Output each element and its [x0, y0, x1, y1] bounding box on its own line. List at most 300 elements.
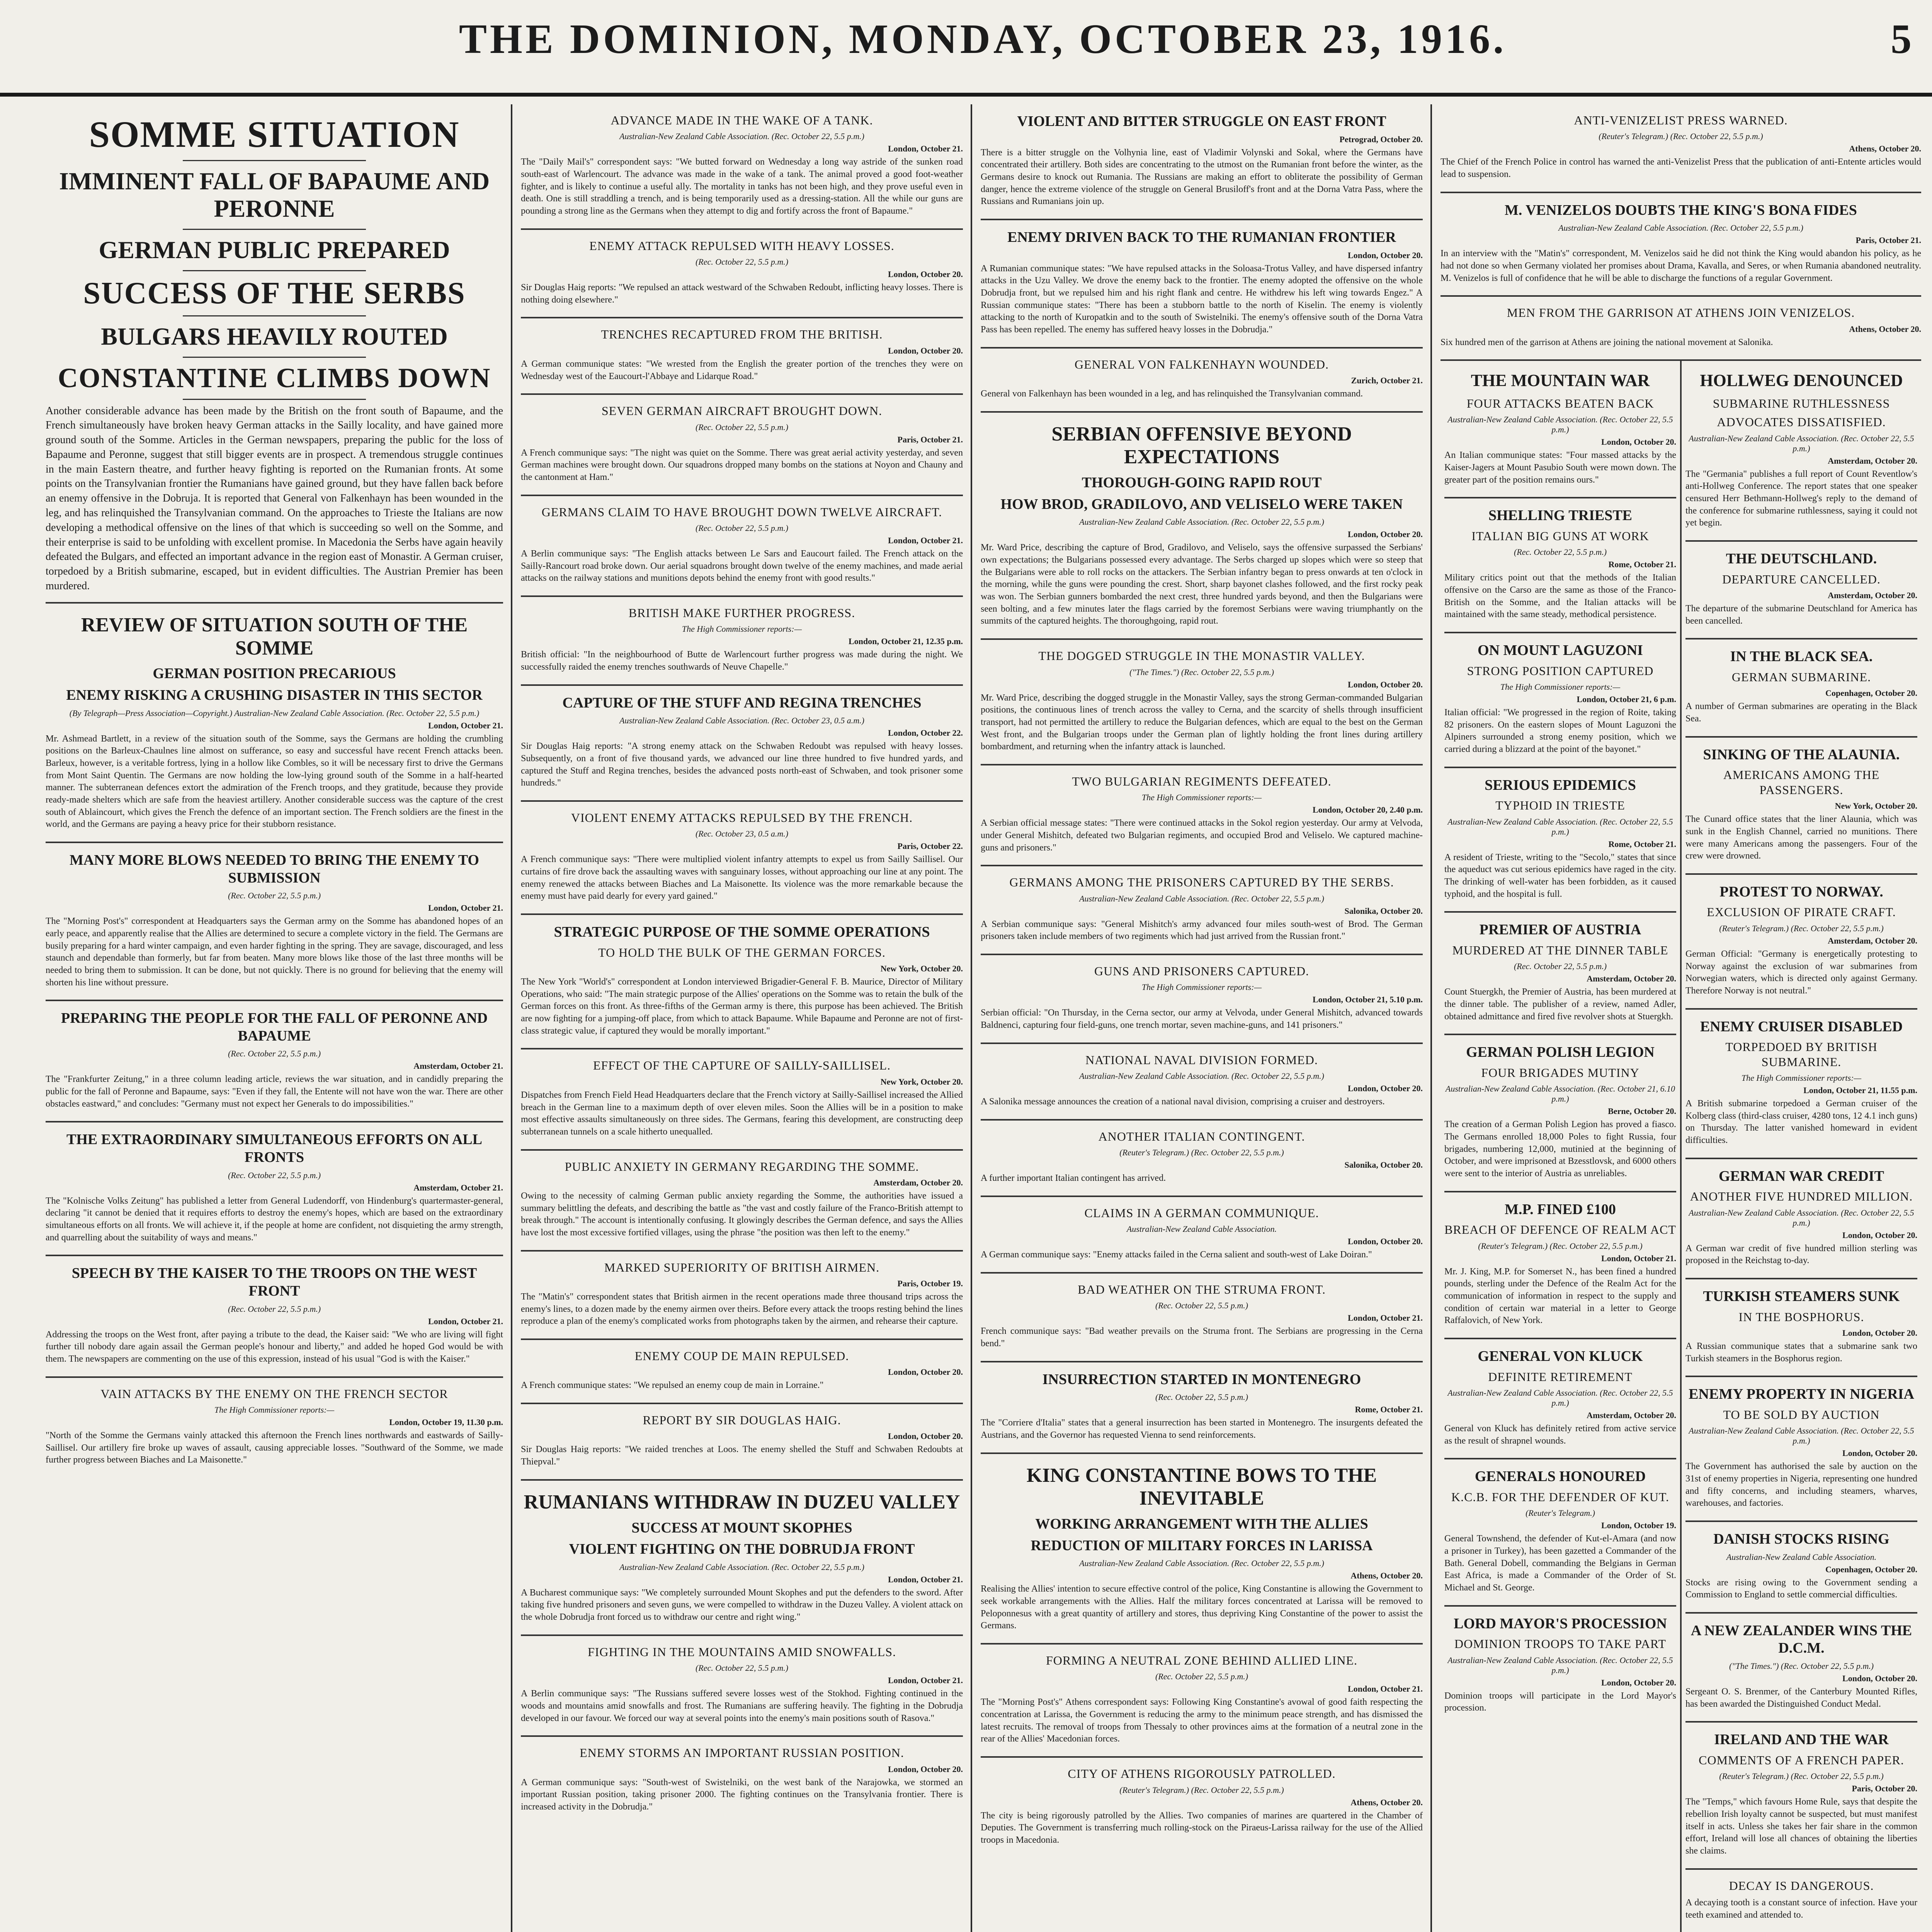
article-credit: (Rec. October 22, 5.5 p.m.) [1514, 547, 1607, 557]
article-dateline: New York, October 20. [1835, 801, 1917, 811]
article-credit: Australian-New Zealand Cable Association. (Rec. October 22, 5.5 p.m.) [1447, 1388, 1673, 1408]
article-dateline: London, October 21. [888, 144, 963, 154]
article-body: A Berlin communique says: "The Russians suffered severe losses west of the Stokhod. Fighting continued in the woods and mountains amid snowfalls and frost. The Rumanians are suffering heavily. The fighting in the Dobrudja developed in our favour. We forced our way at several points into the enemy's main positions south of Rasova." [521, 1689, 963, 1723]
article-headline: GUNS AND PRISONERS CAPTURED. [1094, 964, 1310, 978]
article-body: Dominion troops will participate in the Lord Mayor's procession. [1444, 1690, 1676, 1713]
article-dateline: London, October 21. [428, 903, 503, 913]
article [1685, 361, 1917, 542]
article-credit: Australian-New Zealand Cable Association. (Rec. October 22, 5.5 p.m.) [1079, 1558, 1324, 1568]
article-king [981, 1454, 1423, 1645]
article-headline: BAD WEATHER ON THE STRUMA FRONT. [1078, 1282, 1326, 1296]
article-headline: SPEECH BY THE KAISER TO THE TROOPS ON THE WEST FRONT [71, 1265, 477, 1299]
article [981, 1645, 1423, 1758]
article-headline: ENEMY DRIVEN BACK TO THE RUMANIAN FRONTIER [1007, 229, 1396, 245]
article-dateline: London, October 20, 2.40 p.m. [1312, 805, 1423, 815]
article-dateline: London, October 20. [1842, 1328, 1917, 1338]
article-subheadline: THOROUGH-GOING RAPID ROUT [1082, 474, 1322, 491]
column-rule [511, 104, 512, 1932]
article [1685, 1010, 1917, 1159]
article-dateline: Petrograd, October 20. [1339, 134, 1423, 144]
article-credit: (Reuter's Telegram.) [1526, 1508, 1595, 1518]
article-headline: SERIOUS EPIDEMICS [1485, 777, 1636, 793]
article-headline: GERMANS AMONG THE PRISONERS CAPTURED BY THE SERBS. [1009, 875, 1394, 889]
article [521, 597, 963, 686]
article-subheadline: STRONG POSITION CAPTURED [1467, 663, 1654, 678]
article-headline: SEVEN GERMAN AIRCRAFT BROUGHT DOWN. [601, 404, 883, 418]
article [981, 104, 1423, 220]
article-credit: Australian-New Zealand Cable Association. (Rec. October 22, 5.5 p.m.) [1079, 1071, 1324, 1081]
article-body: A number of German submarines are operating in the Black Sea. [1685, 701, 1917, 724]
article-subheadline: REDUCTION OF MILITARY FORCES IN LARISSA [1031, 1537, 1373, 1554]
lead-subheadline: SUCCESS OF THE SERBS [83, 276, 466, 310]
article-dateline: Amsterdam, October 21. [413, 1182, 503, 1192]
article-subheadline: WORKING ARRANGEMENT WITH THE ALLIES [1035, 1516, 1368, 1532]
article-credit: (Reuter's Telegram.) (Rec. October 22, 5.5 p.m.) [1719, 923, 1884, 933]
advertisement-headline: DECAY IS DANGEROUS. [1729, 1878, 1874, 1893]
article-subheadline: ITALIAN BIG GUNS AT WORK [1471, 529, 1649, 543]
article-credit: The High Commissioner reports:— [214, 1405, 335, 1415]
masthead [0, 0, 1932, 97]
lead-summary: Another considerable advance has been made by the British on the front south of Bapaume, and the French simultaneously have broken heavy German attacks in the Sailly locality, and have gained more ground south of the Somme. Articles in the German newspapers, preparing the public for the loss of Bapaume and Peronne, suggest that still bigger events are in prospect. A tremendous struggle continues in the main Eastern theatre, and further heavy fighting is reported on the Rumanian fronts. At some points on the Transylvanian frontier the Rumanians have gained ground, but they have fallen back before an enemy offensive in the Dobruja. It is reported that General von Falkenhayn has been wounded in the leg, and has relinquished the Transylvanian command. On the approaches to Trieste the Italians are now developing a methodical offensive on the lines of that which is succeeding so well on the Somme, and their enterprise is said to be unfolding with excellent promise. In Macedonia the Serbs have again heavily defeated the Bulgars, and effected an important advance in the region east of Monastir. A German cruiser, torpedoed by a British submarine, escaped, but in evident difficulties. The Austrian Premier has been murdered. [46, 405, 503, 592]
article-dateline: Athens, October 20. [1849, 144, 1921, 154]
article-body: French communique says: "Bad weather prevails on the Struma front. The Serbians are progressing in the Cerna bend." [981, 1326, 1423, 1349]
article-headline: ENEMY CRUISER DISABLED [1700, 1018, 1903, 1035]
article-headline: THE EXTRAORDINARY SIMULTANEOUS EFFORTS ON ALL FRONTS [66, 1131, 482, 1166]
article-dateline: London, October 21. [428, 720, 503, 730]
article-credit: Australian-New Zealand Cable Association. (Rec. October 21, 6.10 p.m.) [1445, 1084, 1675, 1104]
article-body: German Official: "Germany is energetically protesting to Norway against the exclusion of war submarines from Norwegian waters, which is directed only against Germany. Therefore Norway is not neutral." [1685, 949, 1917, 996]
divider [183, 399, 366, 400]
article-headline: CITY OF ATHENS RIGOROUSLY PATROLLED. [1068, 1767, 1336, 1781]
article-credit: (Rec. October 22, 5.5 p.m.) [228, 1049, 321, 1059]
article-body: A Rumanian communique states: "We have repulsed attacks in the Soloasa-Trotus Valley, and have dispersed infantry attacks in the Uzu Valley. We drove the enemy back to the frontier. The enemy adopted the offensive on the whole Dobrudja front, but we repulsed him and his right flank and centre. He withdrew his left wing towards Engez." A Russian communique states: "There has been a stubborn battle to the north of Kiselin. The enemy is violently attacking to the north of Kuropatkin and to the south of Swistelniki. The enemy's offensive south of the Dorna Vatra Pass has been repelled. The enemy has suffered heavy losses in the Dobrudja." [981, 263, 1423, 335]
article-subheadline: GERMAN SUBMARINE. [1731, 670, 1871, 684]
lead-story [46, 104, 503, 604]
article-credit: The High Commissioner reports:— [1141, 793, 1262, 803]
article-headline: HOLLWEG DENOUNCED [1700, 371, 1903, 390]
column-1 [39, 104, 510, 1932]
article-dateline: Amsterdam, October 20. [873, 1177, 963, 1187]
article-dateline: Amsterdam, October 20. [1828, 456, 1917, 466]
article-subheadline: TO HOLD THE BULK OF THE GERMAN FORCES. [598, 945, 886, 959]
article-body: The Chief of the French Police in control has warned the anti-Venizelist Press that the publication of anti-Entente articles would lead to suspension. [1440, 157, 1921, 180]
article-dateline: New York, October 20. [880, 1077, 963, 1087]
column-4-left [1440, 361, 1680, 1932]
article-credit: (Rec. October 22, 5.5 p.m.) [228, 1170, 321, 1180]
article-body: The Cunard office states that the liner Alaunia, which was sunk in the English Channel, carried no munitions. There were many Americans among the passengers. Four of the crew were drowned. [1685, 814, 1917, 861]
article-dateline: Amsterdam, October 20. [1828, 935, 1917, 946]
article-body: Mr. J. King, M.P. for Somerset N., has been fined a hundred pounds, sterling under the Defence of the Realm Act for the communication of information in respect to the supply and condition of certain war material in a letter to George Raffalovich, of New York. [1444, 1266, 1676, 1326]
article [521, 1404, 963, 1481]
article [1444, 1607, 1676, 1725]
article-credit: (Reuter's Telegram.) (Rec. October 22, 5.5 p.m.) [1478, 1241, 1643, 1251]
article-credit: Australian-New Zealand Cable Association. (Rec. October 22, 5.5 p.m.) [1447, 415, 1673, 435]
article-credit: Australian-New Zealand Cable Association. (Rec. October 22, 5.5 p.m.) [1447, 1655, 1673, 1675]
column-4 [1434, 104, 1928, 1932]
article [1444, 1339, 1676, 1459]
article-dateline: Paris, October 21. [1855, 235, 1921, 245]
article-dateline: London, October 21, 11.55 p.m. [1803, 1085, 1917, 1095]
article-body: The departure of the submarine Deutschland for America has been cancelled. [1685, 604, 1917, 626]
article-preparing [46, 1001, 503, 1122]
article [1685, 639, 1917, 737]
article-body: A Serbian official message states: "There were continued attacks in the Sokol region yesterday. Our army at Velvoda, under General Mishitch, defeated two Bulgarian regiments, and occupied Brod and Veliselo. We captured machine-guns and prisoners." [981, 818, 1423, 853]
article [981, 1362, 1423, 1454]
article [1444, 498, 1676, 633]
article-dateline: London, October 21, 12.35 p.m. [848, 636, 963, 646]
article [521, 395, 963, 496]
article-credit: Australian-New Zealand Cable Association. (Rec. October 23, 0.5 a.m.) [619, 716, 864, 726]
article-dateline: London, October 21. [888, 1675, 963, 1685]
article-headline: BRITISH MAKE FURTHER PROGRESS. [628, 606, 855, 620]
article-subheadline: ANOTHER FIVE HUNDRED MILLION. [1690, 1189, 1913, 1204]
article-headline: FIGHTING IN THE MOUNTAINS AMID SNOWFALLS. [587, 1645, 896, 1659]
article-body: The "Kolnische Volks Zeitung" has published a letter from General Ludendorff, von Hindenburg's quartermaster-general, declaring "it cannot be denied that it requires efforts to destroy the enemy's hopes, which are based on the extraordinary simultaneous efforts on all fronts. We will achieve it, if the people at home are confident, not disquieting the army strength, and quarrelling about the suitability of ways and means." [46, 1196, 503, 1243]
article-body: The "Matin's" correspondent states that British airmen in the recent operations made three thousand trips across the enemy's lines, to a dozen made by the enemy airmen over theirs. Before every attack the troops resting behind the lines reproduce a plan of the enemy's complicated works from photographs taken by the airmen, and rehearse their capture. [521, 1292, 963, 1327]
article-credit: Australian-New Zealand Cable Association. (Rec. October 22, 5.5 p.m.) [1689, 1426, 1914, 1446]
article-credit: The High Commissioner reports:— [1500, 682, 1621, 692]
article-subheadline: EXCLUSION OF PIRATE CRAFT. [1707, 905, 1896, 919]
article-review [46, 604, 503, 843]
article-body: A German communique states: "We wrested from the English the greater portion of the trenches they were on Wednesday west of the Eaucourt-l'Abbaye and Lidarque Road." [521, 359, 963, 381]
article-credit: (By Telegraph—Press Association—Copyright.) Australian-New Zealand Cable Association. (Rec. October 22, 5.5 p.m.) [69, 708, 480, 718]
article-dateline: Paris, October 22. [897, 841, 963, 851]
article-dateline: London, October 20. [1601, 437, 1676, 447]
article-dateline: London, October 21. [428, 1316, 503, 1326]
article-body: Mr. Ward Price, describing the capture of Brod, Gradilovo, and Veliselo, says the offensive surpassed the Serbians' own expectations; the Bulgarians possessed every advantage. The Serbs charged up slopes which were so steep that the Bulgarians were able to roll rocks on the attackers. The Serbian infantry began to press onwards at ten o'clock in the morning, while the guns were pounding the crest. Short, sharp bayonet clashes followed, and the first rocky peak was won. The Serbian gunners bombarded the next crest, three hundred yards beyond, and then the Bulgarians were seen bolting, and a few minutes later the flags carried by the foremost Serbians were waving triumphantly on the summits of the captured heights. The thoroughgoing, rapid rout. [981, 543, 1423, 626]
article-headline: ON MOUNT LAGUZONI [1478, 642, 1643, 659]
article [1440, 193, 1921, 297]
article-subheadline: K.C.B. FOR THE DEFENDER OF KUT. [1451, 1490, 1670, 1504]
article [521, 318, 963, 395]
article-body: A Salonika message announces the creation of a national naval division, comprising a cruiser and destroyers. [981, 1097, 1385, 1107]
article [981, 1274, 1423, 1362]
article-dateline: Athens, October 20. [1849, 324, 1921, 334]
article [981, 1758, 1423, 1857]
article-headline: A NEW ZEALANDER WINS THE D.C.M. [1690, 1622, 1912, 1656]
article [521, 1737, 963, 1824]
article-headline: ENEMY COUP DE MAIN REPULSED. [634, 1349, 849, 1363]
article-credit: (Rec. October 22, 5.5 p.m.) [1155, 1301, 1248, 1311]
article-dateline: Amsterdam, October 20. [1587, 1410, 1676, 1420]
article [521, 686, 963, 802]
article-dateline: London, October 20. [888, 345, 963, 355]
article-body: Military critics point out that the methods of the Italian offensive on the Carso are the same as those of the Franco-British on the Somme, and the Italian attacks will be maintained with the same steady, methodical persistence. [1444, 573, 1676, 620]
article-credit: (Rec. October 22, 5.5 p.m.) [228, 891, 321, 901]
article-subheadline: DEPARTURE CANCELLED. [1722, 572, 1881, 586]
article-credit: (Reuter's Telegram.) (Rec. October 22, 5.5 p.m.) [1119, 1785, 1284, 1795]
article-subheadline: FOUR ATTACKS BEATEN BACK [1466, 396, 1654, 410]
article-dateline: London, October 20. [1348, 679, 1423, 689]
article-dateline: London, October 21. [888, 1574, 963, 1584]
article-headline: GENERAL VON KLUCK [1478, 1348, 1643, 1365]
article-headline: VAIN ATTACKS BY THE ENEMY ON THE FRENCH SECTOR [100, 1386, 448, 1401]
article-dateline: Zurich, October 21. [1351, 375, 1423, 385]
article-body: British official: "In the neighbourhood of Butte de Warlencourt further progress was made during the night. We successfully raided the enemy trenches southwards of Neuve Chapelle." [521, 650, 963, 672]
article-dateline: London, October 21. [1601, 1253, 1676, 1263]
article-body: Sir Douglas Haig reports: "A strong enemy attack on the Schwaben Redoubt was repulsed with heavy losses. Subsequently, on a front of five thousand yards, we advanced our line three hundred to five hundred yards, and captured the Stuff and Regina trenches, besides the advanced posts north-east of Schwaben, and took prisoner some hundreds." [521, 741, 963, 788]
article [521, 1049, 963, 1150]
article-body: The "Temps," which favours Home Rule, says that despite the rebellion Irish loyalty cannot be suspected, but must manifest itself in acts. Unless she takes her fair share in the common effort, Ireland will lose all chances of obtaining the liberties she claims. [1685, 1797, 1917, 1856]
article-dateline: Rome, October 21. [1355, 1405, 1423, 1415]
article-credit: The High Commissioner reports:— [1741, 1073, 1862, 1083]
article-dateline: London, October 21. [1348, 1684, 1423, 1694]
article-dateline: Rome, October 21. [1608, 560, 1676, 570]
article-subheadline: HOW BROD, GRADILOVO, AND VELISELO WERE TAKEN [1000, 496, 1403, 512]
article-body: A Berlin communique says: "The English attacks between Le Sars and Eaucourt failed. The French attack on the Sailly-Rancourt road broke down. Our aerial squadrons brought down twelve of the enemy machines, and made aerial attacks on the railway stations and munitions depots behind the enemy front with good results." [521, 549, 963, 583]
article [521, 802, 963, 915]
article [521, 496, 963, 597]
article-dateline: Amsterdam, October 21. [413, 1061, 503, 1071]
column-4-split [1440, 361, 1921, 1932]
article-headline: KING CONSTANTINE BOWS TO THE INEVITABLE [1026, 1464, 1377, 1510]
article-rumania [521, 1481, 963, 1636]
article-body: General Townshend, the defender of Kut-el-Amara (and now a prisoner in Turkey), has been gazetted a Commander of the Bath. General Dobell, commanding the Belgians in German East Africa, is made a Commander of the Order of St. Michael and St. George. [1444, 1534, 1676, 1593]
article [981, 765, 1423, 866]
article-headline: RUMANIANS WITHDRAW IN DUZEU VALLEY [524, 1491, 960, 1513]
article-dateline: Amsterdam, October 20. [1587, 974, 1676, 984]
article-credit: Australian-New Zealand Cable Association. (Rec. October 22, 5.5 p.m.) [1558, 223, 1803, 233]
article-body: A German war credit of five hundred million sterling was proposed in the Reichstag to-day. [1685, 1243, 1917, 1266]
article [981, 1044, 1423, 1121]
article-headline: GERMAN POLISH LEGION [1466, 1044, 1655, 1061]
article [981, 1121, 1423, 1197]
article-headline: TWO BULGARIAN REGIMENTS DEFEATED. [1072, 774, 1332, 788]
article-body: A Russian communique states that a submarine sank two Turkish steamers in the Bosphorus region. [1685, 1341, 1917, 1364]
article [1685, 1614, 1917, 1723]
article-headline: VIOLENT AND BITTER STRUGGLE ON EAST FRONT [1017, 113, 1386, 129]
article-body: A German communique says: "Enemy attacks failed in the Cerna salient and south-west of Lake Doiran." [981, 1250, 1372, 1260]
article [521, 1151, 963, 1252]
article [1685, 738, 1917, 875]
article-dateline: Paris, October 20. [1852, 1784, 1917, 1794]
article-body: A British submarine torpedoed a German cruiser of the Kolberg class (third-class cruiser, 4280 tons, 12 4.1 inch guns) on Thursday. The latter vanished homeward in evident difficulties. [1685, 1098, 1917, 1145]
article-subheadline: IN THE BOSPHORUS. [1738, 1310, 1864, 1324]
article-headline: CLAIMS IN A GERMAN COMMUNIQUE. [1084, 1206, 1319, 1220]
article [1685, 542, 1917, 639]
article-headline: CAPTURE OF THE STUFF AND REGINA TRENCHES [562, 694, 922, 711]
article-headline: FORMING A NEUTRAL ZONE BEHIND ALLIED LINE. [1046, 1653, 1358, 1668]
article [981, 1197, 1423, 1274]
article [521, 1252, 963, 1340]
article-headline: PUBLIC ANXIETY IN GERMANY REGARDING THE SOMME. [565, 1159, 919, 1173]
article-dateline: Salonika, October 20. [1344, 1160, 1423, 1170]
article-body: The Government has authorised the sale by auction on the 31st of enemy properties in Nigeria, representing one hundred and fifty concerns, and including steamers, wharves, warehouses, and factories. [1685, 1461, 1917, 1509]
article-body: Sir Douglas Haig reports: "We raided trenches at Loos. The enemy shelled the Stuff and Schwaben Redoubts at Thiepval." [521, 1444, 963, 1467]
article-headline: M. VENIZELOS DOUBTS THE KING'S BONA FIDES [1505, 202, 1857, 218]
column-2 [514, 104, 970, 1932]
article-headline: DANISH STOCKS RISING [1713, 1531, 1889, 1547]
article-dateline: London, October 21, 6 p.m. [1577, 694, 1676, 704]
column-4-right [1680, 361, 1921, 1932]
article-headline: ENEMY STORMS AN IMPORTANT RUSSIAN POSITION. [580, 1746, 904, 1760]
article-dateline: New York, October 20. [880, 964, 963, 974]
article-body: A French communique states: "We repulsed an enemy coup de main in Lorraine." [521, 1380, 824, 1391]
article [1444, 913, 1676, 1035]
article [981, 349, 1423, 413]
article-dateline: London, October 21. [1348, 1313, 1423, 1323]
article-body: The "Frankfurter Zeitung," in a three column leading article, reviews the war situation, and in candidly preparing the public for the fall of Peronne and Bapaume, says: "Even if they fall, the Entente will not have won the war. There are other obstacles eastward," and concludes: "Germany must not expect her Generals to do impossibilities." [46, 1074, 503, 1109]
article-headline: EFFECT OF THE CAPTURE OF SAILLY-SAILLISEL. [593, 1058, 891, 1073]
divider [183, 229, 366, 230]
article-body: Stocks are rising owing to the Government sending a Commission to England to settle commercial difficulties. [1685, 1577, 1917, 1600]
article-headline: THE MOUNTAIN WAR [1471, 371, 1650, 390]
article-headline: TRENCHES RECAPTURED FROM THE BRITISH. [601, 327, 883, 342]
article-dateline: London, October 20. [1842, 1230, 1917, 1240]
article-headline: GENERALS HONOURED [1475, 1468, 1646, 1485]
article-dateline: London, October 19. [1601, 1520, 1676, 1531]
article [1440, 297, 1921, 361]
column-3 [974, 104, 1430, 1932]
article-serbian [981, 413, 1423, 640]
article-headline: REPORT BY SIR DOUGLAS HAIG. [643, 1413, 841, 1427]
article-headline: PREMIER OF AUSTRIA [1479, 922, 1641, 938]
article [1685, 1723, 1917, 1869]
article-body: The "Morning Post's" correspondent at Headquarters says the German army on the Somme has abandoned hopes of an early peace, and apparently realise that the Allies are determined to secure a complete victory in the field. The Germans are busily preparing for a hard winter campaign, and even harder fighting in the spring. They are savage, discouraged, and less staunch and dependable than formerly, but far from beaten. Many more blows like those of the last three months will be needed to bring them to submission. It can be done, but not quickly. There is no ground for believing that the enemy will shorten his line without pressure. [46, 916, 503, 988]
article-subheadline: GERMAN POSITION PRECARIOUS [153, 665, 396, 682]
article-efforts [46, 1122, 503, 1256]
article-body: General von Falkenhayn has been wounded in a leg, and has relinquished the Transylvanian command. [981, 388, 1363, 399]
article-dateline: London, October 20. [888, 1367, 963, 1377]
article [521, 915, 963, 1049]
article-subheadline: FOUR BRIGADES MUTINY [1481, 1066, 1639, 1080]
article-body: A French communique says: "There were multiplied violent infantry attempts to expel us from Sailly Saillisel. Our curtains of fire drove back the assaulting waves with sanguinary losses, without approaching our line at any point. The enemy renewed the attacks between Biaches and La Maisonette. Its violence was the more remarkable because the enemy must have paid dearly for every yard gained." [521, 854, 963, 901]
article-credit: (Rec. October 22, 5.5 p.m.) [1155, 1392, 1248, 1402]
article-body: Serbian official: "On Thursday, in the Cerna sector, our army at Velvoda, under General Mishitch, advanced towards Baldnenci, capturing four field-guns, one trench mortar, seven machine-guns, and 141 prisoners." [981, 1008, 1423, 1031]
article-dateline: London, October 21. [888, 536, 963, 546]
article-credit: ("The Times.") (Rec. October 22, 5.5 p.m.) [1729, 1661, 1874, 1671]
article-subheadline: ENEMY RISKING A CRUSHING DISASTER IN THIS SECTOR [66, 687, 483, 704]
article-credit: (Rec. October 22, 5.5 p.m.) [695, 523, 789, 533]
article-body: Italian official: "We progressed in the region of Roite, taking 82 prisoners. On the eastern slopes of Mount Laguzoni the Alpiners surrounded a strong enemy position, which we carried during a blizzard at the point of the bayonet." [1444, 707, 1676, 755]
article-body: Owing to the necessity of calming German public anxiety regarding the Somme, the authorities have issued a summary belittling the defeats, and describing the battle as "the vast and costly failure of the Franco-British attempt to break through." The account is intentionally confusing. It glowingly describes the German defence, and says the Allies have lost the most excessive fortified villages, using the phrase "the position was then left to the enemy." [521, 1190, 963, 1238]
article-credit: Australian-New Zealand Cable Association. [1726, 1552, 1877, 1562]
article-headline: STRATEGIC PURPOSE OF THE SOMME OPERATIONS [554, 924, 930, 940]
article-headline: LORD MAYOR'S PROCESSION [1454, 1615, 1667, 1632]
article [981, 866, 1423, 955]
article-headline: SERBIAN OFFENSIVE BEYOND EXPECTATIONS [1051, 423, 1352, 468]
article-dateline: Copenhagen, October 20. [1825, 688, 1917, 698]
article-body: Mr. Ward Price, describing the dogged struggle in the Monastir Valley, says the strong German-commanded Bulgarian positions, the continuous lines of trench across the valley to Cerna, and the scarcity of shells through insufficient transport, had not permitted the artillery to reduce the Bulgarian defences, which are equal to the best on the German West front, and the Bulgarian troops under the German plan of lightly holding the front lines during artillery bombardment, and returning when the infantry attack is launched. [981, 692, 1423, 752]
article-dateline: London, October 20. [888, 269, 963, 279]
article-body: The city is being rigorously patrolled by the Allies. Two companies of marines are quartered in the Chamber of Deputies. The Government is transferring much rolling-stock on the Piraeus-Larissa railway for the use of the Allied troops in Macedonia. [981, 1810, 1423, 1845]
column-rule [971, 104, 972, 1932]
article-headline: MARKED SUPERIORITY OF BRITISH AIRMEN. [604, 1260, 880, 1274]
article-credit: (Rec. October 23, 0.5 a.m.) [695, 829, 789, 839]
article-subheadline: VIOLENT FIGHTING ON THE DOBRUDJA FRONT [569, 1541, 915, 1558]
article-dateline: Berne, October 20. [1608, 1106, 1676, 1116]
article-credit: Australian-New Zealand Cable Association. [1126, 1224, 1277, 1234]
article [1685, 1279, 1917, 1377]
article-subheadline: SUCCESS AT MOUNT SKOPHES [631, 1519, 852, 1536]
article-credit: (Reuter's Telegram.) (Rec. October 22, 5.5 p.m.) [1599, 131, 1763, 141]
lead-headline: SOMME SITUATION [89, 114, 460, 155]
article-subheadline: TYPHOID IN TRIESTE [1495, 798, 1625, 813]
article-headline: ENEMY PROPERTY IN NIGERIA [1689, 1386, 1914, 1403]
article-headline: VIOLENT ENEMY ATTACKS REPULSED BY THE FRENCH. [571, 811, 913, 825]
lead-subheadline: IMMINENT FALL OF BAPAUME AND PERONNE [59, 167, 490, 223]
article-credit: (Rec. October 22, 5.5 p.m.) [695, 257, 789, 267]
article-headline: IN THE BLACK SEA. [1730, 648, 1873, 665]
article-headline: GERMAN WAR CREDIT [1719, 1168, 1884, 1184]
article-headline: GERMANS CLAIM TO HAVE BROUGHT DOWN TWELVE AIRCRAFT. [541, 505, 942, 519]
article-body: The New York "World's" correspondent at London interviewed Brigadier-General F. B. Maurice, Director of Military Operations, who said: "The main strategic purpose of the Allies' operations on the Somme was to retain the bulk of the German forces on this front. As three-fifths of the German army is there, this purpose has been achieved. The British are now fighting for a jumping-off place, from which to attack Bapaume. While Bapaume and Peronne are not of first-class strategic value, if captured they would be morally important." [521, 977, 963, 1036]
article [1685, 1522, 1917, 1614]
article [1685, 875, 1917, 1010]
article-dateline: London, October 20. [1348, 1236, 1423, 1247]
article-credit: Australian-New Zealand Cable Association. (Rec. October 22, 5.5 p.m.) [1079, 517, 1324, 527]
lead-subheadline: GERMAN PUBLIC PREPARED [99, 236, 450, 264]
article-subheadline: DOMINION TROOPS TO TAKE PART [1454, 1637, 1667, 1651]
article-credit: (Reuter's Telegram.) (Rec. October 22, 5.5 p.m.) [1719, 1771, 1884, 1781]
article-headline: INSURRECTION STARTED IN MONTENEGRO [1042, 1371, 1361, 1388]
article-headline: M.P. FINED £100 [1505, 1201, 1616, 1218]
article-credit: Australian-New Zealand Cable Association. (Rec. October 22, 5.5 p.m.) [1079, 893, 1324, 903]
article-credit: Australian-New Zealand Cable Association. (Rec. October 22, 5.5 p.m.) [1689, 433, 1914, 453]
article-credit: ("The Times.") (Rec. October 22, 5.5 p.m.) [1129, 667, 1274, 677]
article-dateline: Copenhagen, October 20. [1825, 1564, 1917, 1574]
article [1685, 1159, 1917, 1279]
lead-subheadline: CONSTANTINE CLIMBS DOWN [58, 362, 491, 393]
article-subheadline: COMMENTS OF A FRENCH PAPER. [1699, 1753, 1904, 1767]
article-body: A Serbian communique says: "General Mishitch's army advanced four miles south-west of Brod. The German prisoners taken include members of two regiments which had just arrived from the Russian front." [981, 919, 1423, 942]
article-credit: Australian-New Zealand Cable Association. (Rec. October 22, 5.5 p.m.) [619, 131, 864, 141]
article-headline: THE DEUTSCHLAND. [1726, 551, 1877, 567]
article-headline: MEN FROM THE GARRISON AT ATHENS JOIN VENIZELOS. [1507, 306, 1855, 320]
article [1685, 1377, 1917, 1522]
article-body: The "Germania" publishes a full report of Count Reventlow's anti-Hollweg Conference. The report states that one speaker censured Herr Bethmann-Hollweg's reply to the demand of the conference for submarine ruthlessness, saying it could not yet begin. [1685, 469, 1917, 528]
article-credit: The High Commissioner reports:— [682, 624, 802, 634]
article-headline: TURKISH STEAMERS SUNK [1703, 1288, 1900, 1304]
article-subheadline: BREACH OF DEFENCE OF REALM ACT [1444, 1223, 1676, 1237]
column-rule [1430, 104, 1432, 1932]
article-subheadline: TO BE SOLD BY AUCTION [1723, 1407, 1880, 1422]
article-dateline: Amsterdam, October 20. [1828, 590, 1917, 600]
lead-subheadline: BULGARS HEAVILY ROUTED [101, 323, 448, 350]
article-body: A German communique says: "South-west of Swistelniki, on the west bank of the Narajowka, we stormed an important Russian position, taking prisoner 2000. The fighting continues on the Transylvania frontier. There is increased activity in the Dobrudja." [521, 1777, 963, 1812]
article-headline: IRELAND AND THE WAR [1714, 1731, 1889, 1748]
article-dateline: Paris, October 19. [897, 1279, 963, 1289]
article-credit: Australian-New Zealand Cable Association. (Rec. October 22, 5.5 p.m.) [619, 1562, 864, 1572]
article-subheadline: MURDERED AT THE DINNER TABLE [1452, 943, 1668, 957]
article-headline: ADVANCE MADE IN THE WAKE OF A TANK. [611, 113, 873, 127]
article-body: General von Kluck has definitely retired from active service as the result of shrapnel wounds. [1444, 1423, 1676, 1446]
article-headline: SHELLING TRIESTE [1488, 507, 1633, 524]
article-headline: THE DOGGED STRUGGLE IN THE MONASTIR VALLEY. [1038, 649, 1365, 663]
advertisement [1685, 1870, 1917, 1932]
article-body: Dispatches from French Field Head Headquarters declare that the French victory at Sailly-Saillisel increased the Allied breach in the German line to a maximum depth of over eleven miles. Soon the Allies will be in a position to make most effective assaults simultaneously on three sides. The Germans, fearing this development, are constructing deep subterranean tunnels on a scale hitherto unequalled. [521, 1090, 963, 1137]
article [1444, 1192, 1676, 1339]
article-body: A Bucharest communique says: "We completely surrounded Mount Skophes and put the defenders to the sword. After taking five hundred prisoners and seven guns, we were compelled to withdraw in the Duzeu Valley. A violent attack on the whole Dobrudja front forced us to withdraw our centre and right wing." [521, 1587, 963, 1622]
article-vain [46, 1378, 503, 1477]
article-body: The "Corriere d'Italia" states that a general insurrection has been started in Montenegro. The insurgents defeated the Austrians, and the Governor has requested Vienna to send reinforcements. [981, 1418, 1423, 1440]
article [1444, 633, 1676, 768]
article-body: In an interview with the "Matin's" correspondent, M. Venizelos said he did not think the King would abandon his policy, as he had not done so when Germany violated her promises about Drama, Kavalla, and Seres, or when Rumania abandoned neutrality. M. Venizelos is full of confidence that he will be able to discharge the functions of a regular Government. [1440, 248, 1921, 283]
article-dateline: London, October 20. [1842, 1673, 1917, 1684]
article [1444, 1035, 1676, 1192]
article [1444, 1459, 1676, 1606]
divider [183, 357, 366, 358]
article-credit: (Rec. October 22, 5.5 p.m.) [695, 422, 789, 432]
article-dateline: Salonika, October 20. [1344, 906, 1423, 916]
article-subheadline: SUBMARINE RUTHLESSNESS [1713, 396, 1890, 410]
article-body: The "Daily Mail's" correspondent says: "We butted forward on Wednesday a long way astride of the sunken road south-east of Warlencourt. The advance was made in the wake of a tank. The animal proved a good foot-weather fighter, and is likely to continue a useful ally. The mortality in tanks has not been high, and they prove useful even in death. One is still straddling a trench, and is being temporarily used as a dressing-station. All the while our guns are pounding a strong line as the Germans when they attempt to dig and fortify across the front of Bapaume." [521, 157, 963, 216]
article-credit: (Rec. October 22, 5.5 p.m.) [1514, 961, 1607, 971]
article-body: Mr. Ashmead Bartlett, in a review of the situation south of the Somme, says the Germans are holding the crumbling positions on the Barleux-Chaulnes line almost on sufferance, so easy and successful have recent French attacks been. Barleux, however, is a veritable fortress, lying in a hollow like Combles, so it will be necessary first to drive the Germans from Mont Saint Quentin. The Germans are now holding the low-lying ground south of the Somme in a half-hearted manner. The subterranean defences extort the admiration of the French troops, and they gratitude, because they provide ready-made shelters which are safe from the heaviest artillery. Another considerable success was the capture of the crest south of Ablaincourt, which gives the French the defence of an important section. The French soldiers are the finest in the world, and the Germans are paying a heavy price for their stubborn resistance. [46, 733, 503, 830]
article-body: Realising the Allies' intention to secure effective control of the police, King Constantine is allowing the Government to seek workable arrangements with the Allies. Half the military forces concentrated at Larissa will be removed to Peloponnesus with a great quantity of artillery and stores, thus depriving King Constantine of the power to assist the Germans. [981, 1584, 1423, 1631]
article-body: Sir Douglas Haig reports: "We repulsed an attack westward of the Schwaben Redoubt, inflicting heavy losses. There is nothing doing elsewhere." [521, 282, 963, 305]
article-body: Count Stuergkh, the Premier of Austria, has been murdered at the dinner table. The publisher of a review, named Adler, obtained admittance and fired five revolver shots at Stuergkh. [1444, 987, 1676, 1022]
